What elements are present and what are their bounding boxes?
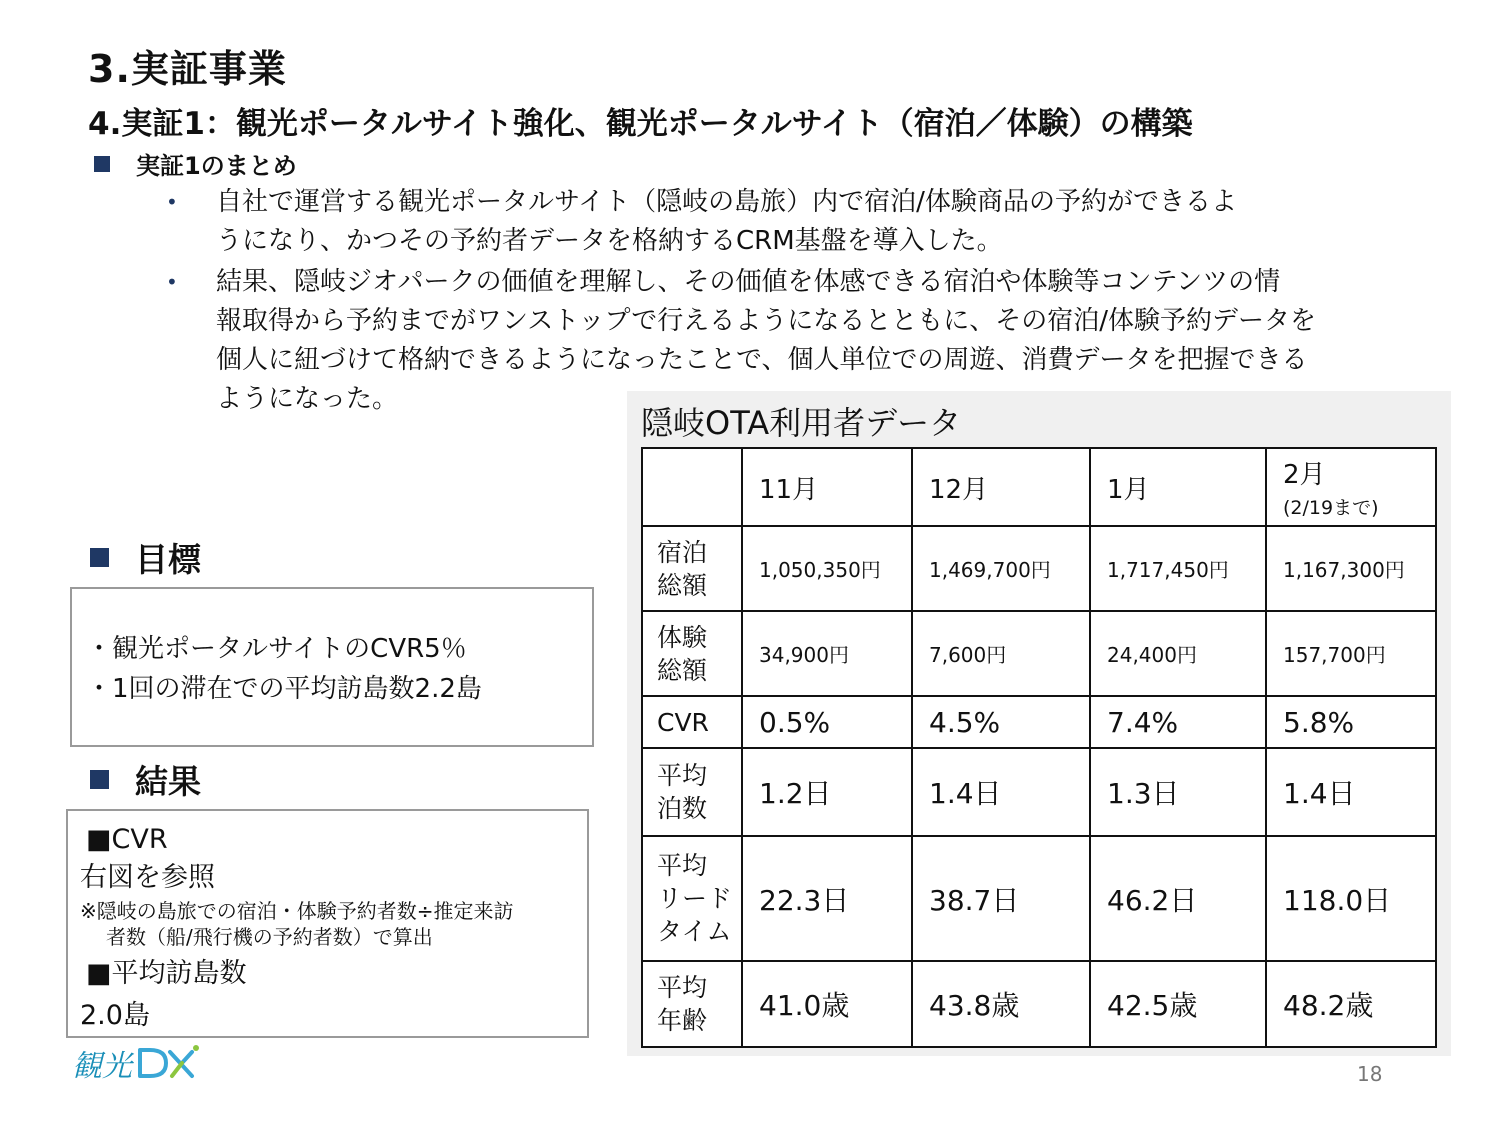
- logo-x-accent: [172, 1063, 182, 1076]
- square-bullet-icon: [90, 548, 109, 567]
- goal-lines: [86, 629, 482, 709]
- ota-table-title: 隠岐OTA利用者データ: [641, 404, 962, 442]
- result-heading-row: [90, 756, 201, 803]
- square-bullet-icon: [90, 770, 109, 789]
- table-cell: 1,717,450円: [1090, 526, 1266, 611]
- table-cell: 4.5%: [912, 696, 1090, 748]
- table-cell: 1,469,700円: [912, 526, 1090, 611]
- page-number: 18: [1357, 1062, 1383, 1086]
- table-cell: 24,400円: [1090, 611, 1266, 696]
- table-header-cell: 2月 (2/19まで): [1266, 448, 1436, 526]
- summary-line: 個人に紐づけて格納できるようになったことで、個人単位での周遊、消費データを把握できる: [216, 345, 1308, 375]
- table-row: [642, 961, 1436, 1047]
- table-cell: 34,900円: [742, 611, 912, 696]
- table-cell: 22.3日: [742, 836, 912, 961]
- table-cell: 7,600円: [912, 611, 1090, 696]
- row-header-cell: CVR: [642, 696, 742, 748]
- row-header-cell: 体験 総額: [642, 611, 742, 696]
- table-header-cell: 12月: [912, 448, 1090, 526]
- bullet-dot-icon: •: [166, 190, 178, 214]
- goal-heading-row: [90, 534, 201, 581]
- goal-heading: 目標: [135, 540, 201, 579]
- table-header-cell: 1月: [1090, 448, 1266, 526]
- table-cell: 0.5%: [742, 696, 912, 748]
- table-row: [642, 748, 1436, 836]
- summary-line: 報取得から予約までがワンストップで行えるようになるとともに、その宿泊/体験予約データを: [216, 306, 1316, 336]
- result-heading: 結果: [135, 762, 201, 801]
- table-cell: 157,700円: [1266, 611, 1436, 696]
- slide-title: 3.実証事業: [88, 47, 287, 91]
- summary-line: ようになった。: [216, 384, 399, 414]
- cvr-note-line-2: 者数（船/飛行機の予約者数）で算出: [106, 925, 433, 949]
- summary-heading: 実証1のまとめ: [136, 152, 297, 180]
- table-header-row: [642, 448, 1436, 526]
- cvr-text: 右図を参照: [80, 862, 215, 893]
- logo-dot: [193, 1045, 199, 1051]
- row-header-cell: 宿泊 総額: [642, 526, 742, 611]
- visits-value: 2.0島: [80, 1000, 150, 1031]
- table-cell: 118.0日: [1266, 836, 1436, 961]
- table-cell: 1.2日: [742, 748, 912, 836]
- kanko-dx-logo: [70, 1042, 200, 1084]
- slide-subtitle: 4.実証1：観光ポータルサイト強化、観光ポータルサイト（宿泊／体験）の構築: [88, 106, 1193, 142]
- row-header-cell: 平均 年齢: [642, 961, 742, 1047]
- table-row: [642, 696, 1436, 748]
- table-cell: 38.7日: [912, 836, 1090, 961]
- bullet-dot-icon: •: [166, 270, 178, 294]
- row-header-cell: 平均 泊数: [642, 748, 742, 836]
- visits-label: ■平均訪島数: [86, 958, 247, 989]
- goal-line: ・1回の滞在での平均訪島数2.2島: [86, 674, 482, 704]
- square-bullet-icon: [94, 156, 110, 172]
- summary-heading-row: [94, 146, 297, 181]
- table-cell: 1.3日: [1090, 748, 1266, 836]
- row-header-cell: 平均 リード タイム: [642, 836, 742, 961]
- table-row: [642, 611, 1436, 696]
- table-cell: 1,167,300円: [1266, 526, 1436, 611]
- summary-bullet-1: [216, 183, 1396, 261]
- table-header-cell: 11月: [742, 448, 912, 526]
- result-box: [66, 809, 589, 1038]
- goal-line: ・観光ポータルサイトのCVR5％: [86, 634, 467, 664]
- table-cell: 41.0歳: [742, 961, 912, 1047]
- table-cell: 42.5歳: [1090, 961, 1266, 1047]
- summary-line: 結果、隠岐ジオパークの価値を理解し、その価値を体感できる宿泊や体験等コンテンツの情: [216, 267, 1281, 297]
- logo-d-shape: [140, 1050, 166, 1076]
- table-cell: 1,050,350円: [742, 526, 912, 611]
- table-cell: 43.8歳: [912, 961, 1090, 1047]
- table-cell: 1.4日: [912, 748, 1090, 836]
- summary-line: 自社で運営する観光ポータルサイト（隠岐の島旅）内で宿泊/体験商品の予約ができるよ: [216, 187, 1237, 217]
- goal-box: [70, 587, 594, 747]
- table-cell: 48.2歳: [1266, 961, 1436, 1047]
- cvr-note-line-1: ※隠岐の島旅での宿泊・体験予約者数÷推定来訪: [80, 899, 514, 923]
- table-cell: 5.8%: [1266, 696, 1436, 748]
- table-cell: 7.4%: [1090, 696, 1266, 748]
- table-corner-cell: [642, 448, 742, 526]
- summary-line: うになり、かつその予約者データを格納するCRM基盤を導入した。: [216, 226, 1003, 256]
- table-cell: 1.4日: [1266, 748, 1436, 836]
- table-cell: 46.2日: [1090, 836, 1266, 961]
- table-row: [642, 836, 1436, 961]
- ota-table: [641, 447, 1437, 1048]
- cvr-label: ■CVR: [86, 824, 168, 855]
- table-row: [642, 526, 1436, 611]
- logo-kanji: 観光: [72, 1049, 132, 1084]
